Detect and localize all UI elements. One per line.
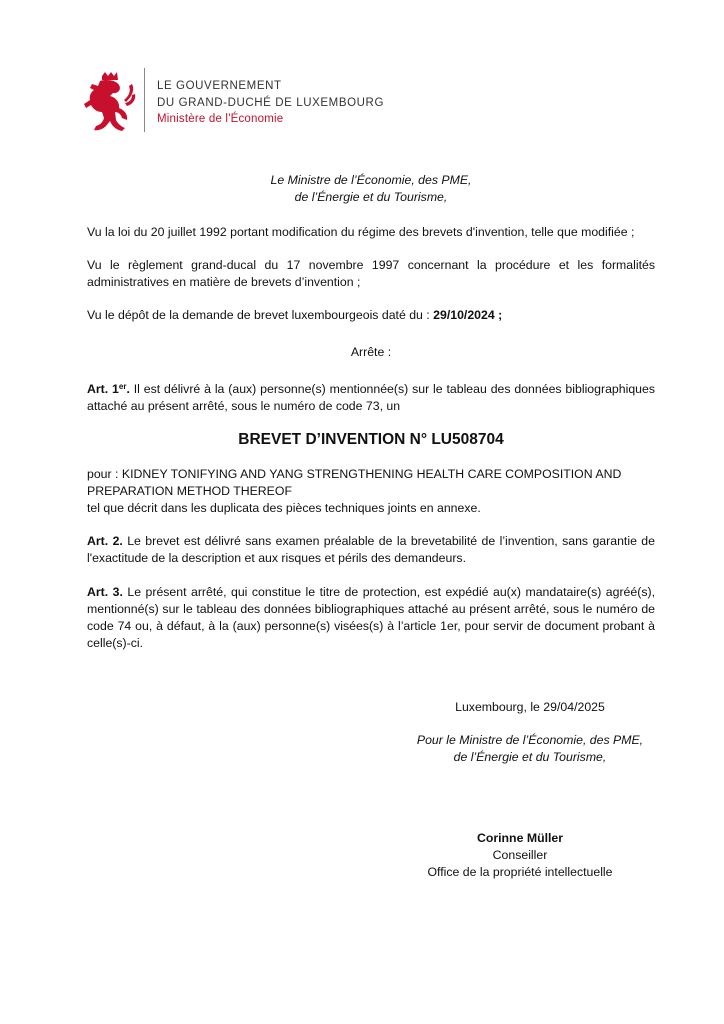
article-3-label: Art. 3. — [87, 585, 123, 599]
ministry-name: Ministère de l'Économie — [157, 113, 284, 125]
article-3-text: Le présent arrêté, qui constitue le titre de protection, est expédié au(x) mandataire(s) agréé(s), mentionné(s) sur le tableau des données bibliographiques attaché au présent arrêté, sous le numéro de code 74 ou, à défaut, à la (aux) personne(s) visées(s) à l’article 1er, pour servir de document probant à celle(s)-ci. — [87, 585, 655, 650]
signer-name: Corinne Müller — [476, 831, 564, 845]
article-2-label: Art. 2. — [87, 534, 123, 548]
vu-regulation-paragraph: Vu le règlement grand-ducal du 17 novembre 1997 concernant la procédure et les formalités administratives en matière de brevets d’invention ; — [87, 258, 655, 289]
minister-header-line-2: de l’Énergie et du Tourisme, — [294, 190, 448, 204]
article-1-text: Il est délivré à la (aux) personne(s) mentionnée(s) sur le tableau des données bibliographiques attaché au présent arrêté, sous le numéro de code 73, un — [87, 382, 655, 413]
article-1 — [87, 381, 655, 415]
article-3 — [87, 584, 655, 652]
signer-title: Conseiller — [492, 848, 548, 862]
vu-filing-paragraph — [87, 307, 655, 324]
minister-header-line-1: Le Ministre de l’Économie, des PME, — [270, 173, 472, 187]
invention-description — [87, 466, 655, 517]
technical-documents-note: tel que décrit dans les duplicata des pièces techniques joints en annexe. — [87, 501, 481, 515]
for-minister-line-2: de l’Énergie et du Tourisme, — [453, 750, 607, 764]
vu-law-paragraph: Vu la loi du 20 juillet 1992 portant modification du régime des brevets d'invention, telle que modifiée ; — [87, 225, 635, 239]
article-1-label: Art. 1er. — [87, 382, 130, 396]
government-line-1: LE GOUVERNEMENT — [157, 80, 282, 92]
article-2 — [87, 533, 655, 567]
article-2-text: Le brevet est délivré sans examen préalable de la brevetabilité de l’invention, sans garantie de l'exactitude de la description et aux risques et périls des demandeurs. — [87, 534, 655, 565]
minister-header — [87, 172, 655, 206]
for-minister-block — [385, 732, 675, 766]
government-line-2: DU GRAND-DUCHÉ DE LUXEMBOURG — [157, 97, 385, 109]
for-minister-line-1: Pour le Ministre de l’Économie, des PME, — [416, 733, 644, 747]
signatory-block — [410, 830, 630, 881]
arrete-label: Arrête : — [350, 345, 392, 359]
place-date: Luxembourg, le 29/04/2025 — [455, 700, 605, 714]
patent-title: BREVET D’INVENTION N° LU508704 — [238, 431, 504, 448]
filing-text: Vu le dépôt de la demande de brevet luxembourgeois daté du : — [87, 308, 434, 322]
filing-date: 29/10/2024 ; — [433, 308, 503, 322]
signer-office: Office de la propriété intellectuelle — [427, 865, 613, 879]
logo-divider — [144, 68, 145, 132]
invention-title: pour : KIDNEY TONIFYING AND YANG STRENGTHENING HEALTH CARE COMPOSITION AND PREPARATION METHOD THEREOF — [87, 467, 622, 498]
red-lion-icon — [82, 72, 136, 134]
